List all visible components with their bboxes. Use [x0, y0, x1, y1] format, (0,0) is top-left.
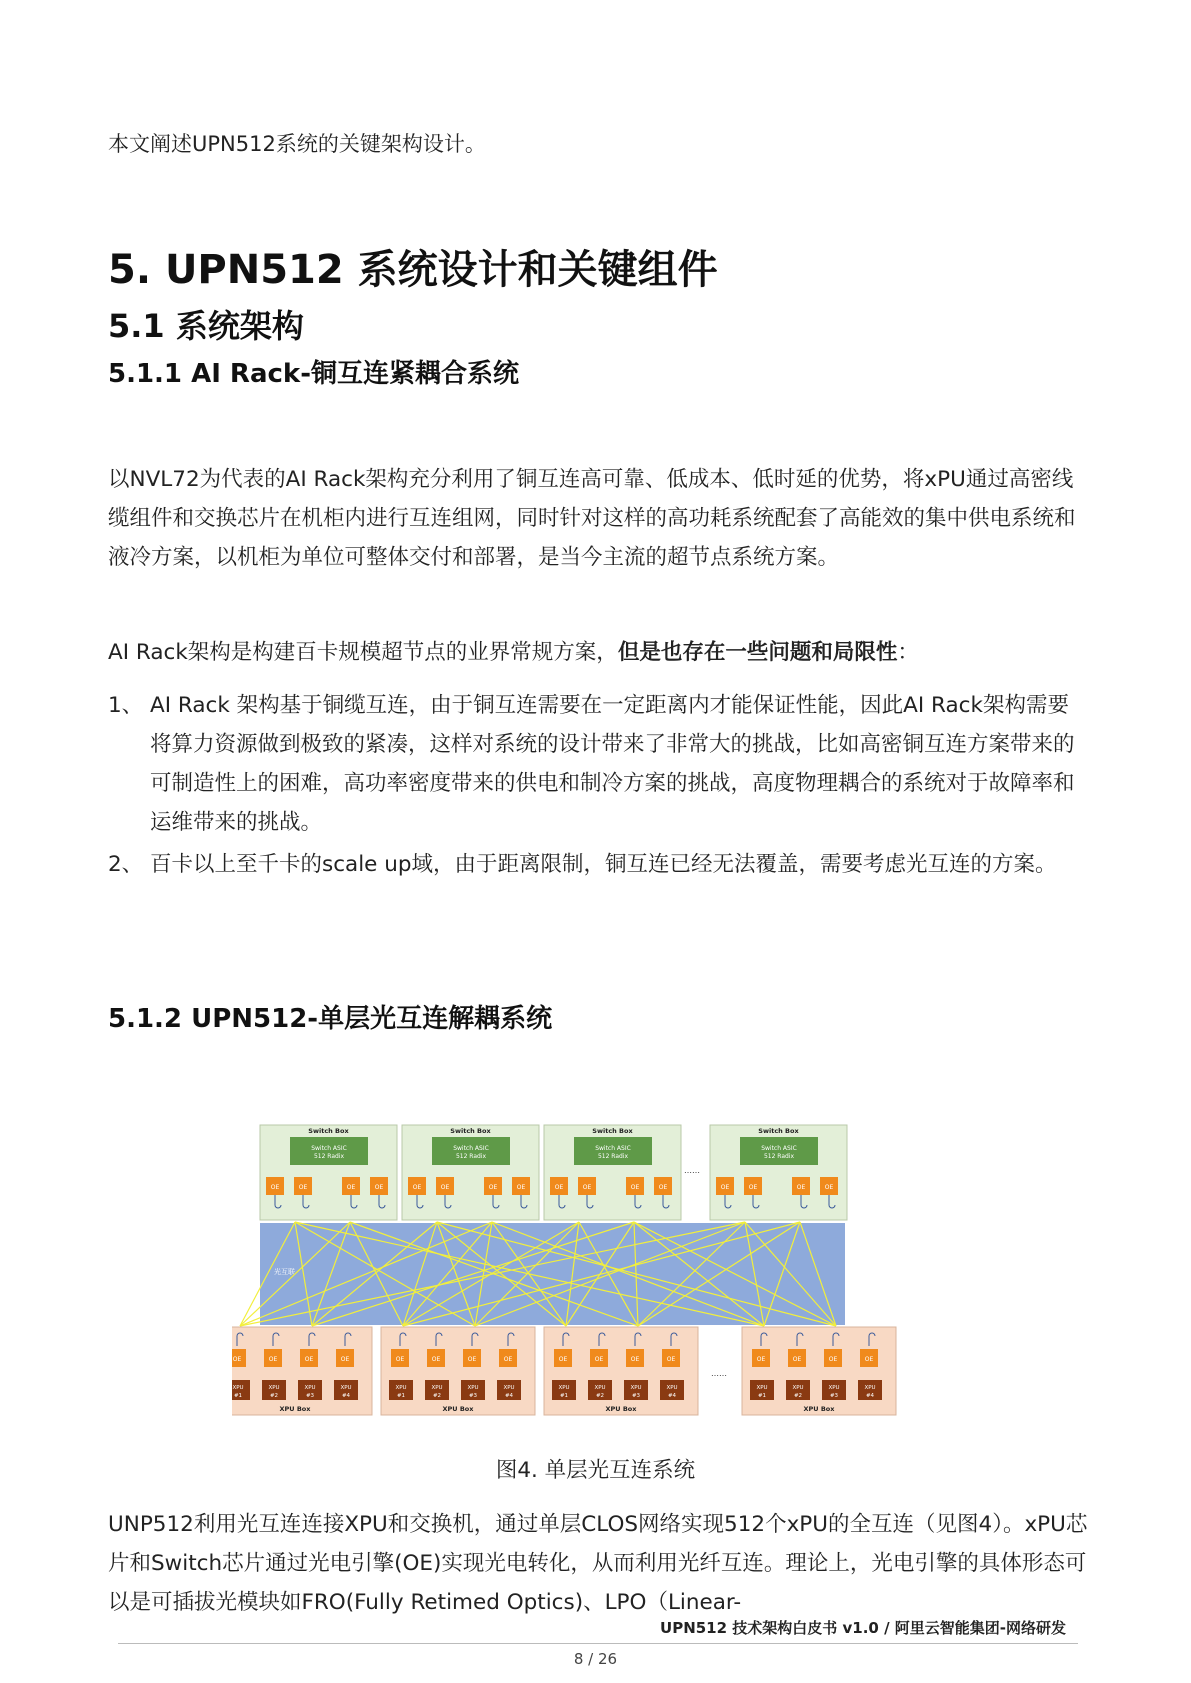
- oe-label: OE: [412, 1184, 422, 1191]
- paragraph-limitations: [108, 633, 1088, 672]
- switch-asic-label: Switch ASIC: [311, 1145, 347, 1152]
- oe-label: OE: [503, 1356, 513, 1363]
- section-heading-5: 5. UPN512 系统设计和关键组件: [108, 247, 718, 293]
- paragraph-limitations-text: AI Rack架构是构建百卡规模超节点的业界常规方案，: [108, 640, 618, 665]
- xpu-chip-label: XPU: [558, 1385, 570, 1391]
- switch-asic-radix: 512 Radix: [597, 1153, 629, 1160]
- section-heading-5-1-2: 5.1.2 UPN512-单层光互连解耦系统: [108, 1004, 553, 1034]
- oe-label: OE: [395, 1356, 405, 1363]
- switch-asic-radix: 512 Radix: [455, 1153, 487, 1160]
- xpu-ellipsis: ……: [711, 1369, 727, 1378]
- switch-asic-label: Switch ASIC: [453, 1145, 489, 1152]
- xpu-chip-number: #2: [793, 1393, 803, 1399]
- xpu-chip-number: #1: [559, 1393, 569, 1399]
- footer-divider: [118, 1643, 1078, 1644]
- xpu-chip-number: #1: [396, 1393, 406, 1399]
- switch-asic-radix: 512 Radix: [313, 1153, 345, 1160]
- paragraph-upn512: UNP512利用光互连连接XPU和交换机，通过单层CLOS网络实现512个xPU的全互连（见图4）。xPU芯片和Switch芯片通过光电引擎(OE)实现光电转化，从而利用光纤互连。理论上，光电引擎的具体形态可以是可插拔光模块如FRO(Fully Retimed Optics)、LPO（Linear-: [108, 1512, 1088, 1615]
- oe-label: OE: [594, 1356, 604, 1363]
- xpu-chip-label: XPU: [467, 1385, 479, 1391]
- xpu-box: [232, 1327, 372, 1415]
- switch-box-label: Switch Box: [308, 1127, 349, 1135]
- page-number: 8 / 26: [573, 1650, 618, 1668]
- paragraph-limitations-colon: ：: [897, 640, 919, 665]
- oe-label: OE: [658, 1184, 668, 1191]
- xpu-chip-label: XPU: [630, 1385, 642, 1391]
- xpu-box-label: XPU Box: [442, 1405, 474, 1413]
- oe-label: OE: [828, 1356, 838, 1363]
- switch-asic-label: Switch ASIC: [761, 1145, 797, 1152]
- oe-label: OE: [558, 1356, 568, 1363]
- xpu-chip-label: XPU: [304, 1385, 316, 1391]
- oe-label: OE: [374, 1184, 384, 1191]
- switch-asic-label: Switch ASIC: [595, 1145, 631, 1152]
- oe-label: OE: [431, 1356, 441, 1363]
- xpu-chip-label: XPU: [340, 1385, 352, 1391]
- xpu-chip-label: XPU: [431, 1385, 443, 1391]
- oe-label: OE: [756, 1356, 766, 1363]
- oe-label: OE: [516, 1184, 526, 1191]
- oe-label: OE: [440, 1184, 450, 1191]
- oe-label: OE: [666, 1356, 676, 1363]
- list-item: 2、 百卡以上至千卡的scale up域，由于距离限制，铜互连已经无法覆盖，需要考虑光互连的方案。: [108, 852, 1057, 877]
- xpu-box-label: XPU Box: [279, 1405, 311, 1413]
- xpu-box: [544, 1327, 698, 1415]
- xpu-chip-label: XPU: [666, 1385, 678, 1391]
- xpu-chip-number: #4: [504, 1393, 514, 1399]
- xpu-chip-number: #3: [305, 1393, 315, 1399]
- xpu-chip-number: #2: [595, 1393, 605, 1399]
- oe-label: OE: [582, 1184, 592, 1191]
- xpu-chip-label: XPU: [395, 1385, 407, 1391]
- xpu-chip-number: #1: [757, 1393, 767, 1399]
- section-heading-5-1-1: 5.1.1 AI Rack-铜互连紧耦合系统: [108, 359, 519, 389]
- switch-box-label: Switch Box: [758, 1127, 799, 1135]
- xpu-chip-number: #4: [667, 1393, 677, 1399]
- xpu-chip-label: XPU: [503, 1385, 515, 1391]
- xpu-chip-label: XPU: [792, 1385, 804, 1391]
- figure-caption: 图4. 单层光互连系统: [495, 1458, 696, 1483]
- xpu-box: [381, 1327, 535, 1415]
- optical-fabric-label: 光互联: [274, 1268, 295, 1276]
- paragraph-ai-rack: 以NVL72为代表的AI Rack架构充分利用了铜互连高可靠、低成本、低时延的优势，将xPU通过高密线缆组件和交换芯片在机柜内进行互连组网，同时针对这样的高功耗系统配套了高能效的集中供电系统和液冷方案，以机柜为单位可整体交付和部署，是当今主流的超节点系统方案。: [108, 467, 1076, 570]
- oe-label: OE: [864, 1356, 874, 1363]
- xpu-chip-number: #3: [829, 1393, 839, 1399]
- switch-box-label: Switch Box: [592, 1127, 633, 1135]
- xpu-chip-number: #2: [432, 1393, 442, 1399]
- xpu-chip-number: #3: [631, 1393, 641, 1399]
- switch-asic-radix: 512 Radix: [763, 1153, 795, 1160]
- oe-label: OE: [340, 1356, 350, 1363]
- switch-ellipsis: ……: [684, 1166, 700, 1175]
- xpu-chip-label: XPU: [864, 1385, 876, 1391]
- section-heading-5-1: 5.1 系统架构: [108, 307, 304, 345]
- footer-title: UPN512 技术架构白皮书 v1.0 / 阿里云智能集团-网络研发: [660, 1619, 1066, 1637]
- oe-label: OE: [488, 1184, 498, 1191]
- paragraph-limitations-bold: 但是也存在一些问题和局限性: [617, 640, 898, 665]
- oe-label: OE: [630, 1184, 640, 1191]
- oe-label: OE: [748, 1184, 758, 1191]
- oe-label: OE: [720, 1184, 730, 1191]
- oe-label: OE: [467, 1356, 477, 1363]
- oe-label: OE: [792, 1356, 802, 1363]
- xpu-chip-label: XPU: [268, 1385, 280, 1391]
- oe-label: OE: [796, 1184, 806, 1191]
- xpu-chip-label: XPU: [232, 1385, 244, 1391]
- oe-label: OE: [298, 1184, 308, 1191]
- diagram-svg: [232, 1100, 967, 1420]
- xpu-chip-number: #3: [468, 1393, 478, 1399]
- oe-label: OE: [554, 1184, 564, 1191]
- xpu-chip-label: XPU: [828, 1385, 840, 1391]
- xpu-box-label: XPU Box: [803, 1405, 835, 1413]
- oe-label: OE: [304, 1356, 314, 1363]
- xpu-box: [742, 1327, 896, 1415]
- oe-label: OE: [270, 1184, 280, 1191]
- xpu-chip-number: #2: [269, 1393, 279, 1399]
- figure-optical-interconnect: [232, 1100, 967, 1420]
- xpu-chip-number: #4: [341, 1393, 351, 1399]
- xpu-chip-label: XPU: [594, 1385, 606, 1391]
- list-item: 1、 AI Rack 架构基于铜缆互连，由于铜互连需要在一定距离内才能保证性能，因此AI Rack架构需要将算力资源做到极致的紧凑，这样对系统的设计带来了非常大的挑战，比如高密铜互连方案带来的可制造性上的困难，高功率密度带来的供电和制冷方案的挑战，高度物理耦合的系统对于故障率和运维带来的挑战。: [108, 693, 1075, 835]
- xpu-chip-number: #1: [233, 1393, 243, 1399]
- switch-box-label: Switch Box: [450, 1127, 491, 1135]
- oe-label: OE: [824, 1184, 834, 1191]
- xpu-chip-number: #4: [865, 1393, 875, 1399]
- intro-text: 本文阐述UPN512系统的关键架构设计。: [108, 132, 486, 156]
- xpu-chip-label: XPU: [756, 1385, 768, 1391]
- xpu-box-label: XPU Box: [605, 1405, 637, 1413]
- oe-label: OE: [232, 1356, 242, 1363]
- oe-label: OE: [346, 1184, 356, 1191]
- oe-label: OE: [268, 1356, 278, 1363]
- oe-label: OE: [630, 1356, 640, 1363]
